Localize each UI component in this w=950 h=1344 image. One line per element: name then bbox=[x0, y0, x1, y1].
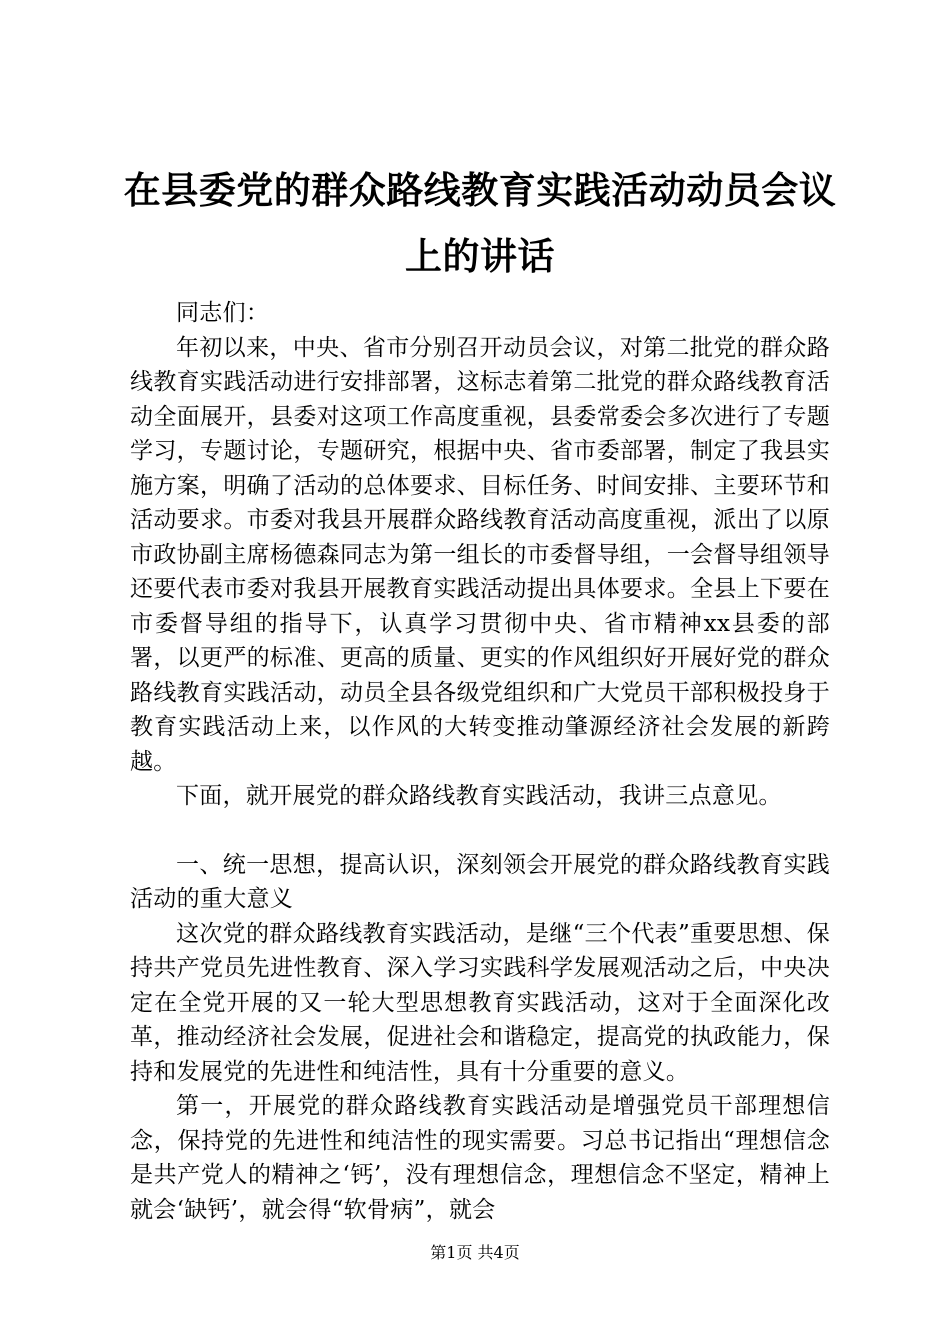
document-body bbox=[130, 296, 830, 1227]
section-heading: 一、统一思想，提高认识，深刻领会开展党的群众路线教育实践活动的重大意义 bbox=[130, 851, 830, 912]
body-paragraph: 年初以来，中央、省市分别召开动员会议，对第二批党的群众路线教育实践活动进行安排部署，这标志着第二批党的群众路线教育活动全面展开，县委对这项工作高度重视，县委常委会多次进行了专题学习，专题讨论，专题研究，根据中央、省市委部署，制定了我县实施方案，明确了活动的总体要求、目标任务、时间安排、主要环节和活动要求。市委对我县开展群众路线教育活动高度重视，派出了以原市政协副主席杨德森同志为第一组长的市委督导组，一会督导组领导还要代表市委对我县开展教育实践活动提出具体要求。全县上下要在市委督导组的指导下，认真学习贯彻中央、省市精神xx县委的部署，以更严的标准、更高的质量、更实的作风组织好开展好党的群众路线教育实践活动，动员全县各级党组织和广大党员干部积极投身于教育实践活动上来，以作风的大转变推动肇源经济社会发展的新跨越。 bbox=[130, 334, 830, 775]
page-number-footer: 第1页 共4页 bbox=[430, 1243, 520, 1262]
document-title: 在县委党的群众路线教育实践活动动员会议上的讲话 bbox=[123, 169, 837, 278]
body-paragraph: 第一，开展党的群众路线教育实践活动是增强党员干部理想信念，保持党的先进性和纯洁性的现实需要。习总书记指出“理想信念是共产党人的精神之‘钙’，没有理想信念，理想信念不坚定，精神上就会‘缺钙’，就会得“软骨病”，就会 bbox=[130, 1093, 830, 1223]
greeting-line: 同志们： bbox=[176, 300, 270, 326]
body-paragraph: 这次党的群众路线教育实践活动，是继“三个代表”重要思想、保持共产党员先进性教育、深入学习实践科学发展观活动之后，中央决定在全党开展的又一轮大型思想教育实践活动，这对于全面深化改革，推动经济社会发展，促进社会和谐稳定，提高党的执政能力，保持和发展党的先进性和纯洁性，具有十分重要的意义。 bbox=[130, 920, 830, 1085]
body-paragraph: 下面，就开展党的群众路线教育实践活动，我讲三点意见。 bbox=[176, 783, 782, 809]
